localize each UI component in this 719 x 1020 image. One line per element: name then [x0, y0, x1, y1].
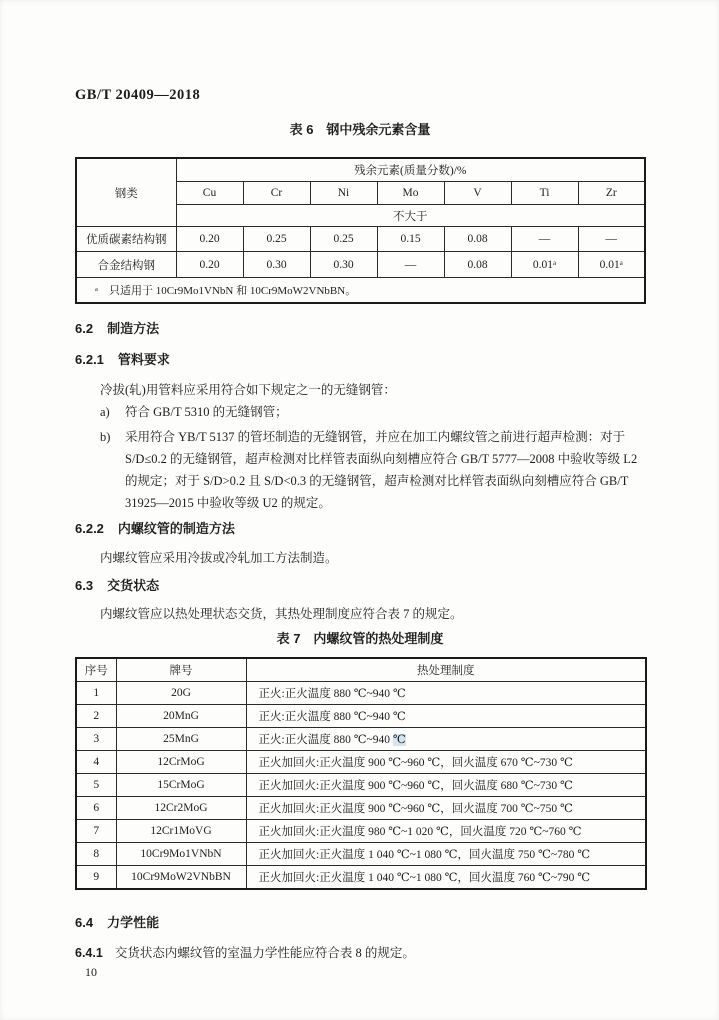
table7-treatment: [246, 797, 646, 820]
table7-treatment: [246, 843, 646, 866]
section-number: 6.4.1: [75, 946, 103, 960]
list-item-text: 采用符合 YB/T 5137 的管坯制造的无缝钢管，并应在加工内螺纹管之前进行超声检测：对于 S/D≤0.2 的无缝钢管，超声检测对比样管表面纵向刻槽应符合 GB/T 5777—2008 中验收等级 L2 的规定；对于 S/D>0.2 且 S/D<0.3 的无缝钢管，超声检测对比样管表面纵向刻槽应符合 GB/T 31925—2015 中验收等级 U2 的规定。: [125, 430, 638, 510]
table7: [75, 657, 647, 890]
table7-row: [76, 705, 646, 728]
section-heading-6-2-1: [75, 351, 645, 369]
section-number: 6.3: [75, 578, 94, 593]
treatment-text: 正火:正火温度 880 ℃~940: [258, 734, 393, 746]
table7-treatment: [246, 866, 646, 890]
section-title: 制造方法: [107, 321, 160, 336]
table7-grade: 20MnG: [116, 705, 246, 728]
section-title: 力学性能: [107, 915, 160, 930]
table6-value: 0.08: [444, 227, 511, 252]
table6-row: [76, 227, 645, 252]
table6-steel-name: 合金结构钢: [76, 252, 176, 278]
paragraph-6-2-1-intro: 冷拔(轧)用管料应采用符合如下规定之一的无缝钢管：: [100, 383, 396, 397]
treatment-text: 正火加回火:正火温度 900 ℃~960 ℃，回火温度 670 ℃~730 ℃: [258, 757, 573, 769]
table7-grade: 25MnG: [116, 728, 246, 751]
list-item-text: 符合 GB/T 5310 的无缝钢管；: [125, 405, 288, 419]
doc-number-header: GB/T 20409—2018: [75, 87, 201, 103]
paragraph-text: 交货状态内螺纹管的室温力学性能应符合表 8 的规定。: [114, 946, 415, 960]
section-heading-6-4: [75, 914, 645, 932]
table6-value: 0.30: [243, 252, 310, 278]
table6-element-header: Cr: [243, 182, 310, 205]
table6-element-header: Ti: [511, 182, 578, 205]
table6-value: —: [511, 227, 578, 252]
table7-row: [76, 866, 646, 890]
table7-row: [76, 843, 646, 866]
table7-body: [76, 682, 646, 890]
table7-col-grade: 牌号: [116, 658, 246, 682]
table7-grade: 10Cr9Mo1VNbN: [116, 843, 246, 866]
table7-treatment: [246, 820, 646, 843]
table6-footnote-row: [76, 278, 645, 304]
list-marker: b): [100, 430, 111, 444]
table6-value: 0.20: [176, 227, 243, 252]
table6-value: 0.01ᵃ: [578, 252, 645, 278]
table6-element-header: Cu: [176, 182, 243, 205]
section-heading-6-3: [75, 577, 645, 595]
table6-element-header: Mo: [377, 182, 444, 205]
section-number: 6.2.1: [75, 352, 104, 367]
table6-row: [76, 252, 645, 278]
treatment-text: 正火加回火:正火温度 900 ℃~960 ℃，回火温度 680 ℃~730 ℃: [258, 780, 573, 792]
table7-grade: 10Cr9MoW2VNbBN: [116, 866, 246, 890]
paragraph-6-2-2: 内螺纹管应采用冷拔或冷轧加工方法制造。: [100, 551, 338, 565]
section-title: 交货状态: [107, 578, 160, 593]
table6: [75, 157, 646, 304]
table7-row: [76, 774, 646, 797]
table7-treatment: [246, 774, 646, 797]
list-item-a: [75, 403, 645, 421]
table6-limit-label: 不大于: [176, 205, 645, 227]
table7-row-number: 6: [76, 797, 116, 820]
table7-row: [76, 728, 646, 751]
table7-title: 表 7 内螺纹管的热处理制度: [276, 631, 444, 646]
table7-row: [76, 820, 646, 843]
table7-grade: 12Cr1MoVG: [116, 820, 246, 843]
table6-value: —: [578, 227, 645, 252]
list-marker: a): [100, 405, 110, 419]
table7-treatment: [246, 751, 646, 774]
table6-group-header: 残余元素(质量分数)/%: [176, 158, 645, 182]
table7-treatment: [246, 728, 646, 751]
table7-row-number: 3: [76, 728, 116, 751]
table7-grade: 20G: [116, 682, 246, 705]
page-content: [75, 0, 645, 980]
list-item-b: [75, 426, 645, 514]
table7-row-number: 4: [76, 751, 116, 774]
table7-row: [76, 751, 646, 774]
table7-treatment: [246, 682, 646, 705]
table7-row: [76, 797, 646, 820]
table6-element-header: V: [444, 182, 511, 205]
table7-row-number: 1: [76, 682, 116, 705]
table7-row-number: 2: [76, 705, 116, 728]
table7-grade: 12Cr2MoG: [116, 797, 246, 820]
treatment-highlight: ℃: [392, 734, 406, 746]
table7-col-treatment: 热处理制度: [246, 658, 646, 682]
table7-row-number: 9: [76, 866, 116, 890]
table7-row-number: 8: [76, 843, 116, 866]
table6-value: 0.30: [310, 252, 377, 278]
section-heading-6-2: [75, 320, 645, 338]
treatment-text: 正火加回火:正火温度 900 ℃~960 ℃，回火温度 700 ℃~750 ℃: [258, 803, 573, 815]
table7-col-no: 序号: [76, 658, 116, 682]
table6-element-header: Zr: [578, 182, 645, 205]
treatment-text: 正火加回火:正火温度 1 040 ℃~1 080 ℃，回火温度 750 ℃~780 ℃: [258, 849, 591, 861]
section-title: 管料要求: [117, 352, 170, 367]
table6-title: 表 6 钢中残余元素含量: [289, 122, 431, 137]
table7-row: [76, 682, 646, 705]
paragraph-6-4-1: [75, 944, 645, 962]
table7-row-number: 5: [76, 774, 116, 797]
table7-grade: 15CrMoG: [116, 774, 246, 797]
table6-value: 0.15: [377, 227, 444, 252]
section-number: 6.2: [75, 321, 94, 336]
table6-header-row-1: [76, 158, 645, 182]
page-number: 10: [85, 965, 97, 979]
table6-value: 0.20: [176, 252, 243, 278]
table6-steel-class-header: 钢类: [76, 158, 176, 227]
section-number: 6.4: [75, 915, 94, 930]
section-heading-6-2-2: [75, 520, 645, 538]
treatment-text: 正火:正火温度 880 ℃~940 ℃: [258, 711, 406, 723]
table7-treatment: [246, 705, 646, 728]
table6-value: 0.25: [243, 227, 310, 252]
table6-footnote: ᵃ 只适用于 10Cr9Mo1VNbN 和 10Cr9MoW2VNbBN。: [76, 278, 645, 304]
table6-element-header: Ni: [310, 182, 377, 205]
table6-value: 0.25: [310, 227, 377, 252]
table6-value: —: [377, 252, 444, 278]
table7-row-number: 7: [76, 820, 116, 843]
treatment-text: 正火加回火:正火温度 980 ℃~1 020 ℃，回火温度 720 ℃~760 ℃: [258, 826, 582, 838]
treatment-text: 正火加回火:正火温度 1 040 ℃~1 080 ℃，回火温度 760 ℃~790 ℃: [258, 872, 591, 884]
table6-steel-name: 优质碳素结构钢: [76, 227, 176, 252]
section-title: 内螺纹管的制造方法: [117, 521, 235, 536]
treatment-text: 正火:正火温度 880 ℃~940 ℃: [258, 688, 406, 700]
table6-value: 0.08: [444, 252, 511, 278]
table7-header-row: [76, 658, 646, 682]
table7-grade: 12CrMoG: [116, 751, 246, 774]
section-number: 6.2.2: [75, 521, 104, 536]
table6-value: 0.01ᵃ: [511, 252, 578, 278]
paragraph-6-3: 内螺纹管应以热处理状态交货，其热处理制度应符合表 7 的规定。: [100, 607, 463, 621]
